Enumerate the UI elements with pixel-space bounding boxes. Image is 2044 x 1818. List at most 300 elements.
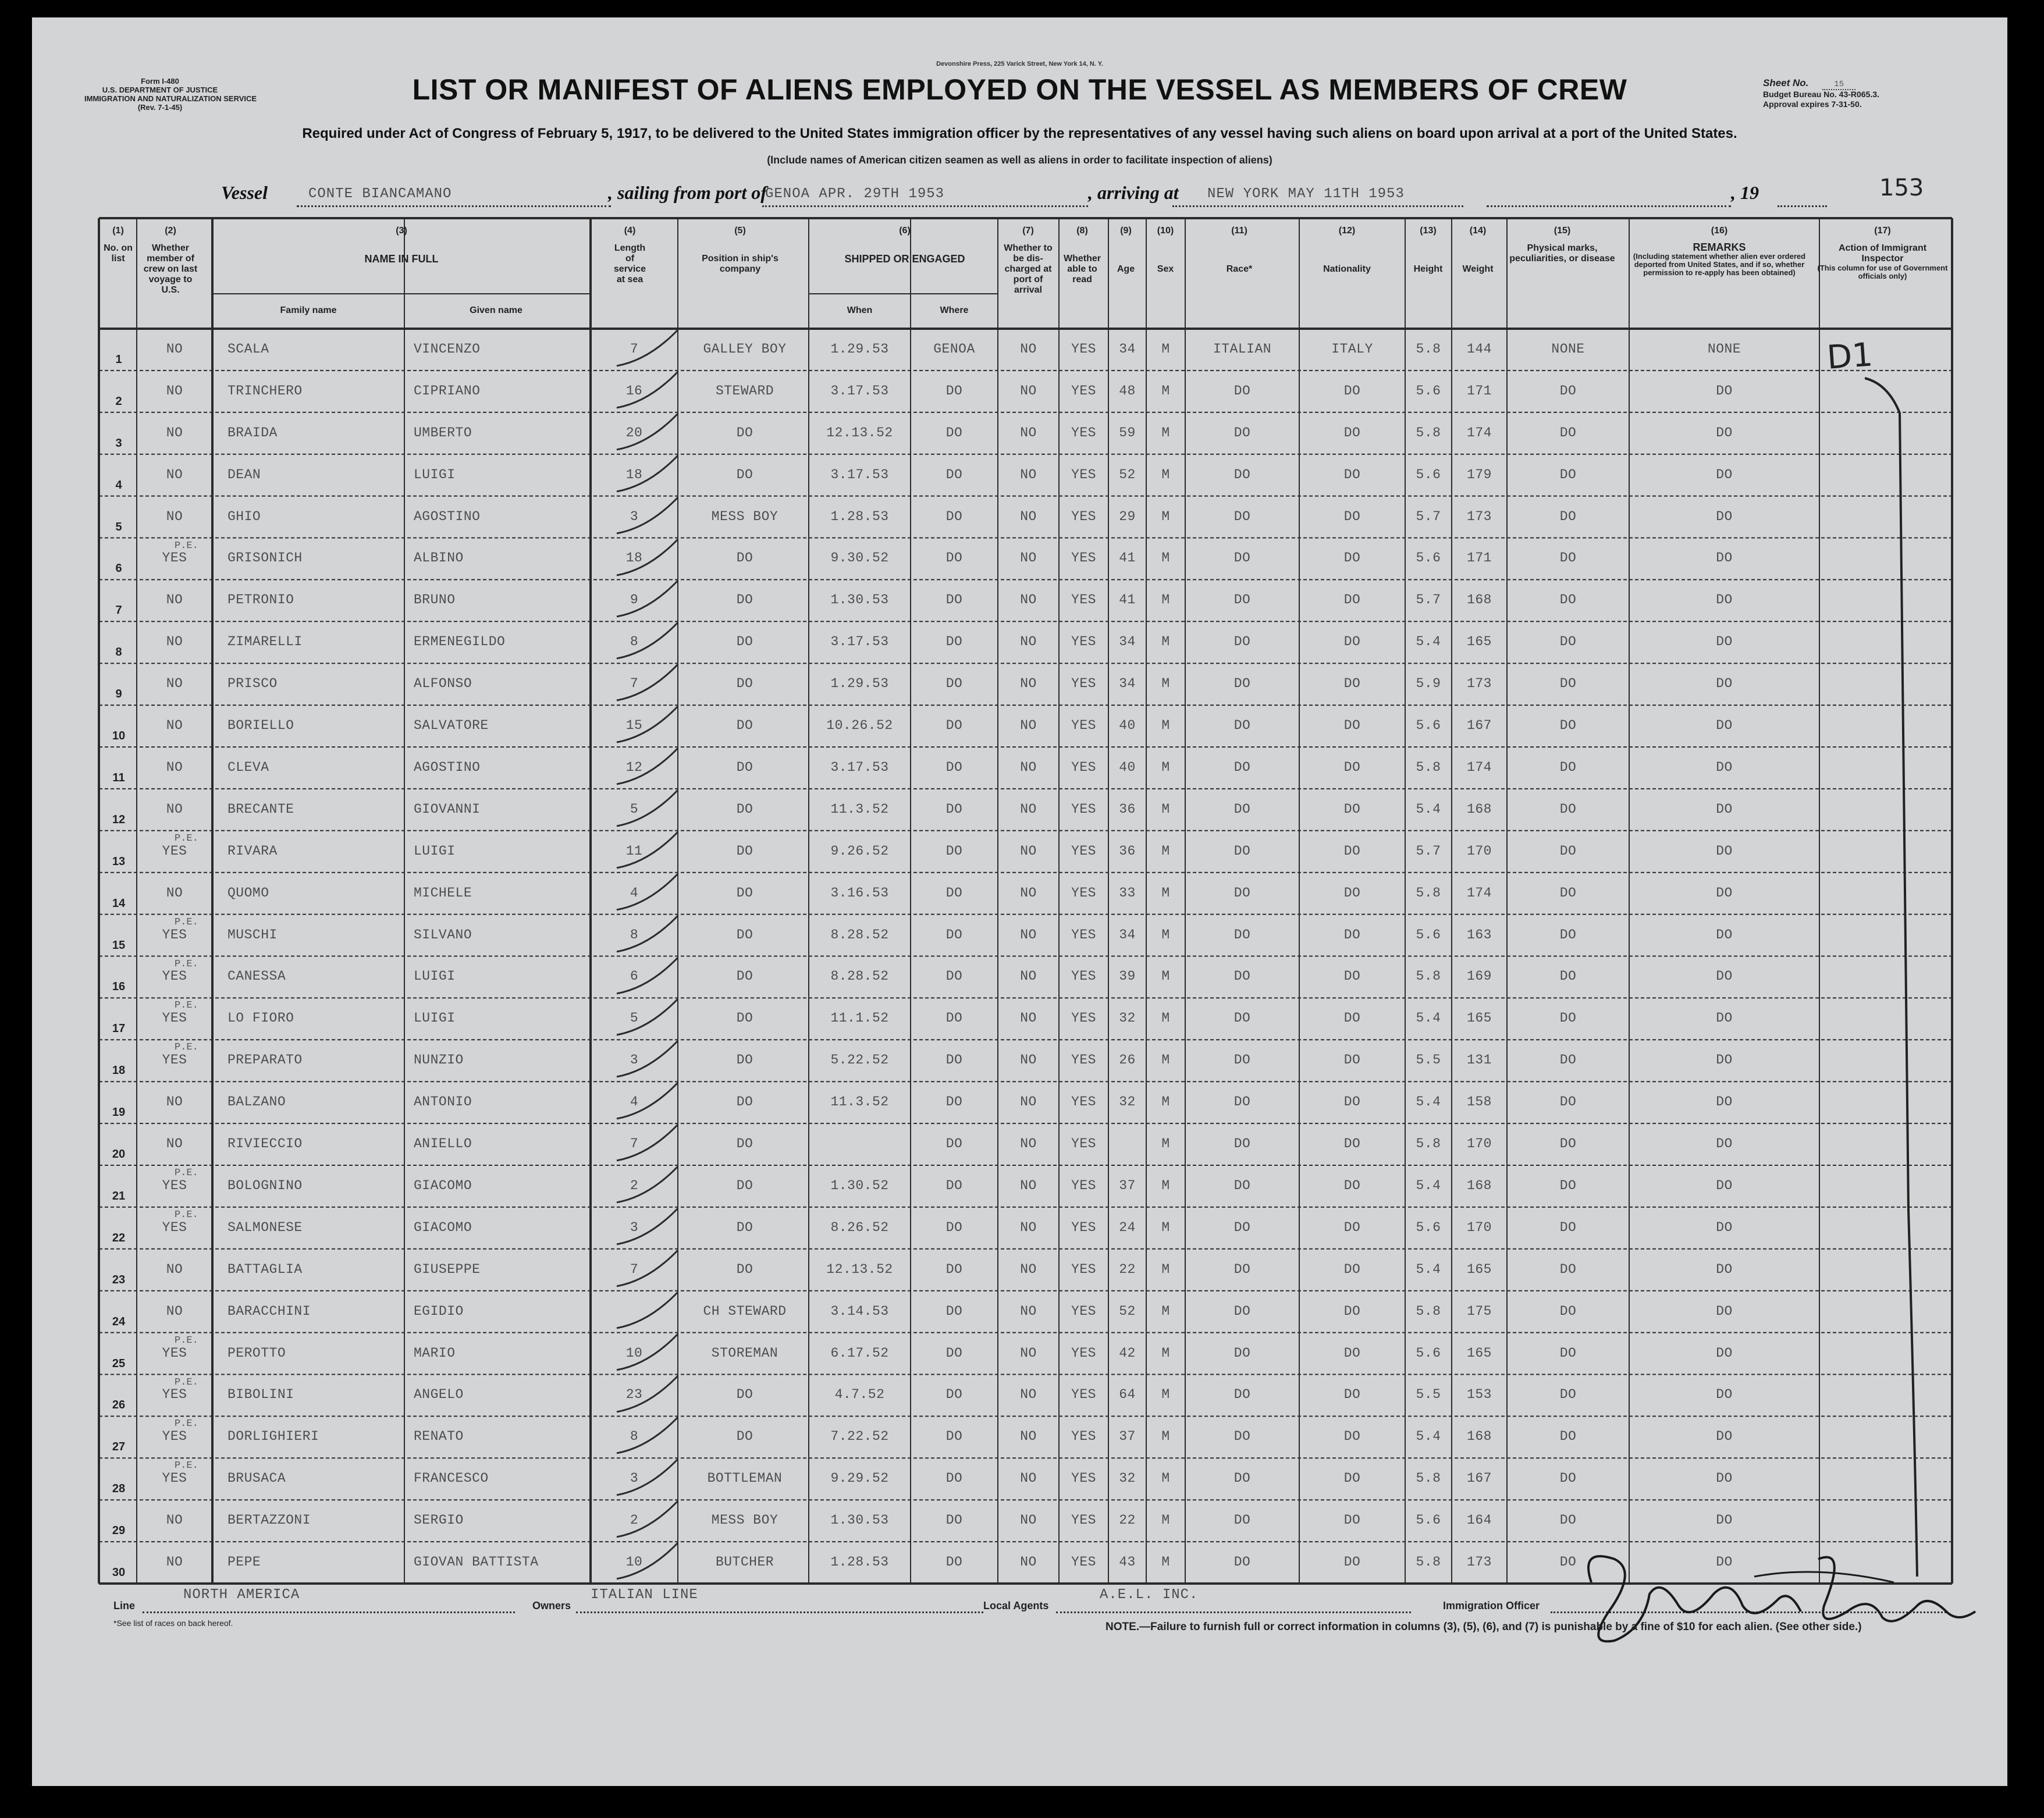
row-number: 24 [112,1315,126,1328]
cell-weight: 158 [1467,1094,1492,1110]
cell-nationality: DO [1343,1345,1361,1361]
cell-position: STEWARD [715,383,774,399]
cell-height: 5.4 [1416,1011,1441,1026]
form-number: Form I-480 [141,77,179,86]
cell-sex: M [1161,1011,1170,1026]
cell-discharged: NO [1020,550,1037,566]
cell-height: 5.7 [1416,592,1441,608]
cell-service-length: 4 [630,885,639,901]
cell-weight: 167 [1467,1471,1492,1486]
line-label: Line [113,1600,136,1611]
cell-physical-marks: DO [1559,1136,1577,1152]
cell-sex: M [1161,801,1170,817]
cell-position: BUTCHER [715,1554,774,1570]
cell-sex: M [1161,634,1170,650]
cell-sex: M [1161,383,1170,399]
cell-shipped-where: DO [945,801,963,817]
cell-remarks: DO [1716,1429,1733,1445]
cell-weight: 170 [1467,843,1492,859]
cell-remarks: DO [1716,1303,1733,1319]
cell-discharged: NO [1020,885,1037,901]
page-number: 153 [1879,175,1924,201]
row-number: 16 [112,980,126,994]
cell-prev-voyage: NO [166,885,183,901]
cell-shipped-when: 12.13.52 [826,1261,893,1277]
cell-height: 5.6 [1416,1513,1441,1528]
cell-nationality: DO [1343,801,1361,817]
cell-family-name: BIBOLINI [227,1387,294,1403]
header-col16: (16) REMARKS (Including statement whether alien ever ordered deported from United States, and if so, whether permission to re-apply has been obtained) [1633,226,1806,277]
cell-service-length: 16 [625,383,643,399]
cell-able-to-read: YES [1071,1136,1096,1152]
cell-discharged: NO [1020,1471,1037,1486]
cell-physical-marks: DO [1559,1554,1577,1570]
cell-shipped-when: 11.3.52 [830,801,889,817]
cell-shipped-where: DO [945,676,963,692]
cell-prev-voyage: NO [166,383,183,399]
cell-shipped-when: 1.30.53 [830,592,889,608]
cell-shipped-where: DO [945,1261,963,1277]
header-col8: (8) Whether able to read [1064,226,1101,284]
cell-given-name: AGOSTINO [414,759,481,775]
cell-family-name: DORLIGHIERI [227,1429,319,1445]
cell-prev-voyage: NO [166,1303,183,1319]
cell-race: DO [1233,885,1251,901]
cell-height: 5.6 [1416,1219,1441,1235]
cell-service-length: 18 [625,467,643,482]
cell-shipped-where: DO [945,1177,963,1193]
cell-shipped-where: DO [945,508,963,524]
cell-discharged: NO [1020,1011,1037,1026]
cell-shipped-where: DO [945,1052,963,1068]
cell-family-name: PREPARATO [227,1052,303,1068]
cell-discharged: NO [1020,1094,1037,1110]
cell-nationality: DO [1343,1219,1361,1235]
cell-family-name: BALZANO [227,1094,286,1110]
cell-age: 36 [1119,801,1136,817]
cell-age: 26 [1119,1052,1136,1068]
cell-prev-voyage: YES [162,1345,187,1361]
pe-mark: P.E. [175,916,198,928]
cell-able-to-read: YES [1071,634,1096,650]
header-col9: (9) Age [1117,226,1135,274]
cell-able-to-read: YES [1071,341,1096,357]
cell-remarks: DO [1716,1219,1733,1235]
cell-sex: M [1161,843,1170,859]
cell-family-name: PEROTTO [227,1345,286,1361]
cell-shipped-where: DO [945,969,963,984]
cell-discharged: NO [1020,676,1037,692]
cell-discharged: NO [1020,759,1037,775]
cell-position: DO [736,1387,753,1403]
cell-given-name: ALFONSO [414,676,472,692]
cell-service-length: 8 [630,634,639,650]
printer-imprint: Devonshire Press, 225 Varick Street, New York 14, N. Y. [936,61,1103,67]
cell-remarks: DO [1716,634,1733,650]
row-number: 13 [112,855,126,868]
row-number: 14 [112,896,126,910]
cell-race: DO [1233,1513,1251,1528]
cell-age: 24 [1119,1219,1136,1235]
cell-discharged: NO [1020,592,1037,608]
cell-remarks: DO [1716,1136,1733,1152]
inspector-bracket-line [1865,367,1952,1588]
cell-remarks: DO [1716,759,1733,775]
cell-able-to-read: YES [1071,425,1096,440]
cell-remarks: DO [1716,718,1733,734]
pe-mark: P.E. [175,832,198,844]
cell-race: DO [1233,1303,1251,1319]
cell-height: 5.4 [1416,1177,1441,1193]
cell-physical-marks: DO [1559,718,1577,734]
cell-family-name: BARACCHINI [227,1303,311,1319]
cell-family-name: TRINCHERO [227,383,303,399]
cell-service-length: 7 [630,1136,639,1152]
header-given-name: Given name [470,305,522,315]
cell-race: DO [1233,634,1251,650]
cell-weight: 174 [1467,425,1492,440]
cell-physical-marks: DO [1559,1471,1577,1486]
cell-service-length: 3 [630,508,639,524]
cell-nationality: DO [1343,592,1361,608]
cell-nationality: DO [1343,1177,1361,1193]
cell-given-name: ANTONIO [414,1094,472,1110]
cell-sex: M [1161,759,1170,775]
cell-sex: M [1161,1303,1170,1319]
header-col12: (12) Nationality [1323,226,1371,274]
cell-discharged: NO [1020,927,1037,942]
cell-position: DO [736,927,753,942]
cell-able-to-read: YES [1071,592,1096,608]
row-number: 4 [115,478,122,492]
officer-label: Immigration Officer [1443,1600,1540,1611]
cell-remarks: DO [1716,843,1733,859]
row-number: 7 [115,604,122,617]
cell-able-to-read: YES [1071,1219,1096,1235]
cell-weight: 153 [1467,1387,1492,1403]
cell-sex: M [1161,1513,1170,1528]
cell-shipped-where: DO [945,1387,963,1403]
pe-mark: P.E. [175,958,198,970]
year-label: , 19 [1731,182,1759,203]
cell-sex: M [1161,1429,1170,1445]
cell-prev-voyage: YES [162,843,187,859]
cell-given-name: ERMENEGILDO [414,634,506,650]
cell-discharged: NO [1020,634,1037,650]
cell-nationality: DO [1343,969,1361,984]
row-number: 6 [115,562,122,575]
cell-sex: M [1161,1094,1170,1110]
cell-height: 5.4 [1416,634,1441,650]
cell-race: DO [1233,467,1251,482]
cell-discharged: NO [1020,508,1037,524]
cell-discharged: NO [1020,1429,1037,1445]
cell-family-name: BATTAGLIA [227,1261,303,1277]
cell-shipped-where: DO [945,383,963,399]
cell-prev-voyage: NO [166,508,183,524]
cell-service-length: 11 [625,843,643,859]
cell-discharged: NO [1020,1513,1037,1528]
cell-able-to-read: YES [1071,801,1096,817]
cell-service-length: 8 [630,1429,639,1445]
cell-given-name: LUIGI [414,843,456,859]
cell-height: 5.8 [1416,969,1441,984]
cell-weight: 131 [1467,1052,1492,1068]
cell-prev-voyage: YES [162,1387,187,1403]
cell-height: 5.6 [1416,1345,1441,1361]
header-col17: (17) Action of Immigrant Inspector (This column for use of Government officials only) [1817,226,1948,280]
cell-position: BOTTLEMAN [707,1471,783,1486]
pe-mark: P.E. [175,1042,198,1054]
cell-family-name: QUOMO [227,885,269,901]
cell-discharged: NO [1020,383,1037,399]
cell-prev-voyage: YES [162,550,187,566]
cell-nationality: DO [1343,1387,1361,1403]
cell-given-name: LUIGI [414,969,456,984]
cell-family-name: SALMONESE [227,1219,303,1235]
cell-family-name: BRUSACA [227,1471,286,1486]
cell-height: 5.7 [1416,843,1441,859]
cell-weight: 165 [1467,1261,1492,1277]
cell-remarks: DO [1716,1094,1733,1110]
cell-remarks: NONE [1707,341,1741,357]
cell-physical-marks: DO [1559,467,1577,482]
cell-position: DO [736,1136,753,1152]
cell-race: DO [1233,1261,1251,1277]
cell-height: 5.5 [1416,1387,1441,1403]
cell-shipped-when: 4.7.52 [834,1387,885,1403]
cell-physical-marks: DO [1559,508,1577,524]
header-col10: (10) Sex [1157,226,1174,274]
cell-remarks: DO [1716,508,1733,524]
cell-height: 5.6 [1416,550,1441,566]
cell-able-to-read: YES [1071,759,1096,775]
header-col15: (15) Physical marks, peculiarities, or disease [1509,226,1615,264]
cell-position: DO [736,1261,753,1277]
cell-shipped-when: 8.28.52 [830,969,889,984]
cell-height: 5.4 [1416,1094,1441,1110]
cell-shipped-when: 9.29.52 [830,1471,889,1486]
cell-given-name: LUIGI [414,1011,456,1026]
cell-nationality: DO [1343,1094,1361,1110]
cell-position: DO [736,425,753,440]
cell-age: 37 [1119,1429,1136,1445]
cell-service-length: 7 [630,1261,639,1277]
cell-sex: M [1161,508,1170,524]
cell-weight: 164 [1467,1513,1492,1528]
cell-given-name: SERGIO [414,1513,464,1528]
cell-weight: 173 [1467,1554,1492,1570]
row-number: 10 [112,730,126,742]
cell-shipped-where: DO [945,592,963,608]
cell-prev-voyage: NO [166,718,183,734]
cell-shipped-where: DO [945,634,963,650]
cell-age: 37 [1119,1177,1136,1193]
approval-expiry: Approval expires 7-31-50. [1763,99,1862,109]
row-number: 23 [112,1273,126,1286]
row-number: 9 [115,688,122,701]
cell-discharged: NO [1020,1177,1037,1193]
cell-given-name: CIPRIANO [414,383,481,399]
cell-weight: 165 [1467,1345,1492,1361]
pe-mark: P.E. [175,1209,198,1221]
cell-nationality: DO [1343,1052,1361,1068]
cell-weight: 173 [1467,676,1492,692]
sheet-number: 15 [1822,80,1855,90]
cell-family-name: BOLOGNINO [227,1177,303,1193]
cell-remarks: DO [1716,1554,1733,1570]
cell-family-name: BRAIDA [227,425,278,440]
cell-remarks: DO [1716,1261,1733,1277]
cell-nationality: DO [1343,718,1361,734]
pe-mark: P.E. [175,1418,198,1430]
cell-age: 64 [1119,1387,1136,1403]
cell-able-to-read: YES [1071,1011,1096,1026]
header-col1: (1) No. on list [104,226,133,264]
row-number: 2 [115,394,122,408]
cell-remarks: DO [1716,676,1733,692]
cell-sex: M [1161,425,1170,440]
cell-age: 40 [1119,718,1136,734]
cell-sex: M [1161,927,1170,942]
cell-age: 41 [1119,550,1136,566]
cell-service-length: 10 [625,1554,643,1570]
cell-race: DO [1233,927,1251,942]
cell-discharged: NO [1020,718,1037,734]
row-number: 22 [112,1231,126,1244]
cell-family-name: GRISONICH [227,550,303,566]
row-number: 11 [112,771,125,784]
cell-age: 22 [1119,1513,1136,1528]
cell-shipped-where: DO [945,1471,963,1486]
cell-remarks: DO [1716,467,1733,482]
cell-race: DO [1233,1177,1251,1193]
cell-service-length: 5 [630,1011,639,1026]
cell-given-name: EGIDIO [414,1303,464,1319]
cell-shipped-where: DO [945,1554,963,1570]
cell-shipped-where: DO [945,425,963,440]
cell-given-name: ANIELLO [414,1136,472,1152]
cell-shipped-when: 3.17.53 [830,634,889,650]
cell-physical-marks: DO [1559,1052,1577,1068]
cell-physical-marks: DO [1559,425,1577,440]
row-number: 29 [112,1524,126,1538]
cell-physical-marks: DO [1559,1387,1577,1403]
cell-service-length: 2 [630,1513,639,1528]
arriving-at: NEW YORK MAY 11TH 1953 [1207,186,1405,202]
cell-shipped-when: 3.14.53 [830,1303,889,1319]
cell-family-name: PRISCO [227,676,278,692]
cell-position: DO [736,885,753,901]
cell-weight: 179 [1467,467,1492,482]
cell-discharged: NO [1020,801,1037,817]
cell-remarks: DO [1716,801,1733,817]
cell-age: 29 [1119,508,1136,524]
cell-race: DO [1233,969,1251,984]
cell-able-to-read: YES [1071,718,1096,734]
cell-able-to-read: YES [1071,1429,1096,1445]
cell-shipped-when: 5.22.52 [830,1052,889,1068]
cell-given-name: AGOSTINO [414,508,481,524]
cell-able-to-read: YES [1071,1471,1096,1486]
pe-mark: P.E. [175,1000,198,1012]
cell-age: 32 [1119,1094,1136,1110]
cell-physical-marks: DO [1559,1011,1577,1026]
cell-race: DO [1233,1052,1251,1068]
cell-physical-marks: NONE [1551,341,1585,357]
cell-height: 5.8 [1416,1136,1441,1152]
cell-physical-marks: DO [1559,634,1577,650]
cell-sex: M [1161,1345,1170,1361]
cell-prev-voyage: NO [166,1513,183,1528]
cell-given-name: BRUNO [414,592,456,608]
cell-age: 41 [1119,592,1136,608]
cell-given-name: GIOVAN BATTISTA [414,1554,539,1570]
header-col2: (2) Whether member of crew on last voyage to U.S. [143,226,198,295]
cell-family-name: PETRONIO [227,592,294,608]
cell-shipped-when: 7.22.52 [830,1429,889,1445]
cell-position: DO [736,1011,753,1026]
cell-height: 5.6 [1416,467,1441,482]
cell-weight: 168 [1467,1429,1492,1445]
arriving-label: , arriving at [1088,182,1179,203]
cell-given-name: MARIO [414,1345,456,1361]
cell-service-length: 7 [630,676,639,692]
cell-able-to-read: YES [1071,885,1096,901]
cell-height: 5.4 [1416,801,1441,817]
cell-height: 5.5 [1416,1052,1441,1068]
cell-shipped-where: GENOA [933,341,975,357]
cell-given-name: GIOVANNI [414,801,481,817]
cell-service-length: 10 [625,1345,643,1361]
cell-remarks: DO [1716,1471,1733,1486]
cell-physical-marks: DO [1559,801,1577,817]
cell-prev-voyage: YES [162,1177,187,1193]
cell-weight: 171 [1467,383,1492,399]
cell-height: 5.8 [1416,1303,1441,1319]
cell-age: 40 [1119,759,1136,775]
cell-race: DO [1233,550,1251,566]
cell-shipped-where: DO [945,467,963,482]
cell-race: DO [1233,1094,1251,1110]
manifest-sheet [32,17,2007,1786]
subtitle-note: (Include names of American citizen seamen as well as aliens in order to facilitate inspection of aliens) [767,154,1272,166]
header-col3: (3) NAME IN FULL [364,226,439,265]
cell-discharged: NO [1020,425,1037,440]
row-number: 8 [115,646,122,659]
cell-height: 5.8 [1416,1471,1441,1486]
cell-family-name: CANESSA [227,969,286,984]
cell-prev-voyage: NO [166,676,183,692]
cell-nationality: DO [1343,550,1361,566]
cell-able-to-read: YES [1071,1261,1096,1277]
cell-service-length: 3 [630,1219,639,1235]
cell-shipped-where: DO [945,1513,963,1528]
cell-able-to-read: YES [1071,508,1096,524]
cell-nationality: DO [1343,885,1361,901]
cell-remarks: DO [1716,425,1733,440]
cell-given-name: RENATO [414,1429,464,1445]
cell-position: DO [736,676,753,692]
cell-age: 42 [1119,1345,1136,1361]
department: U.S. DEPARTMENT OF JUSTICE [102,86,218,94]
cell-position: DO [736,1219,753,1235]
cell-remarks: DO [1716,592,1733,608]
cell-discharged: NO [1020,1345,1037,1361]
cell-race: DO [1233,843,1251,859]
cell-race: DO [1233,801,1251,817]
cell-nationality: DO [1343,1554,1361,1570]
